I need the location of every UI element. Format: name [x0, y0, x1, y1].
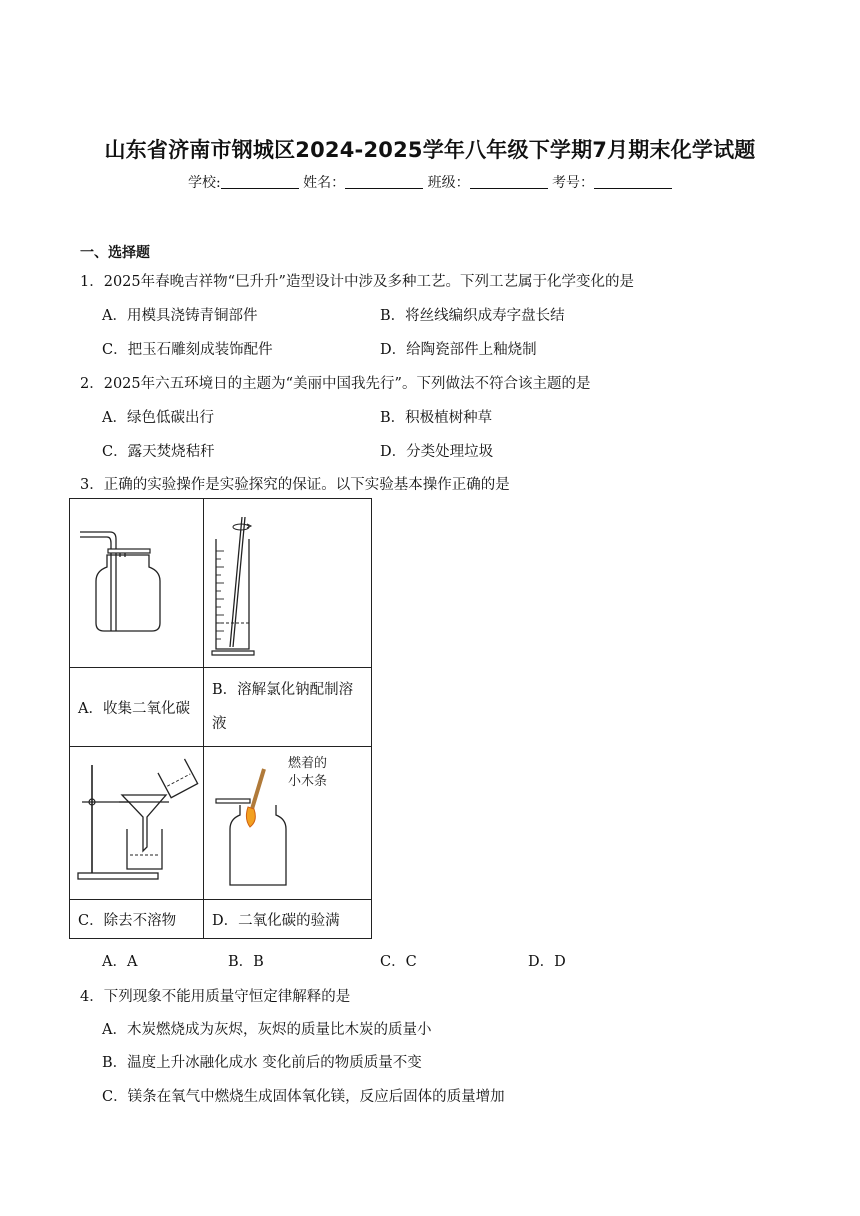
- q1-option-b: B．将丝线编织成寿字盘长结: [380, 308, 565, 324]
- q2-option-a: A．绿色低碳出行: [102, 410, 214, 426]
- experiment-figure-table: [69, 498, 372, 939]
- question-1-stem: 1．2025年春晚吉祥物“巳升升”造型设计中涉及多种工艺。下列工艺属于化学变化的是: [80, 274, 634, 290]
- student-info-line: [0, 172, 860, 192]
- school-blank[interactable]: [221, 174, 299, 189]
- q4-option-c: C．镁条在氧气中燃烧生成固体氧化镁，反应后固体的质量增加: [102, 1089, 505, 1105]
- q2-option-b: B．积极植树种草: [380, 410, 493, 426]
- q2-option-d: D．分类处理垃圾: [380, 444, 494, 460]
- figure-cell-c: [70, 747, 204, 900]
- q3-option-c: C．C: [380, 954, 417, 970]
- q2-option-c: C．露天焚烧秸秆: [102, 444, 215, 460]
- class-blank[interactable]: [470, 174, 548, 189]
- class-label: 班级：: [427, 175, 470, 191]
- filtration-figure: [70, 747, 203, 899]
- q1-option-d: D．给陶瓷部件上釉烧制: [380, 342, 537, 358]
- caption-b-line1: B．溶解氯化钠配制溶: [212, 682, 354, 698]
- figure-d-label-1: 燃着的: [288, 756, 328, 771]
- q3-option-d: D．D: [528, 954, 566, 970]
- q1-option-c: C．把玉石雕刻成装饰配件: [102, 342, 273, 358]
- q1-option-a: A．用模具浇铸青铜部件: [102, 308, 258, 324]
- figure-cell-b: [204, 499, 372, 668]
- question-3-stem: 3．正确的实验操作是实验探究的保证。以下实验基本操作正确的是: [80, 477, 510, 493]
- co2-full-check-figure: [204, 747, 371, 899]
- caption-cell-c: [70, 900, 204, 939]
- caption-b-line2: 液: [212, 716, 227, 732]
- caption-a: A．收集二氧化碳: [78, 700, 190, 717]
- question-2-stem: 2．2025年六五环境日的主题为“美丽中国我先行”。下列做法不符合该主题的是: [80, 376, 591, 392]
- caption-cell-d: [204, 900, 372, 939]
- q3-option-b: B．B: [228, 954, 264, 970]
- question-4-stem: 4．下列现象不能用质量守恒定律解释的是: [80, 989, 351, 1005]
- gas-collecting-bottle-figure: [70, 499, 203, 667]
- page-title: 山东省济南市钢城区2024-2025学年八年级下学期7月期末化学试题: [104, 138, 756, 162]
- caption-d: D．二氧化碳的验满: [212, 912, 340, 929]
- school-label: 学校:: [187, 175, 221, 191]
- measuring-cylinder-figure: [204, 499, 371, 667]
- name-label: 姓名：: [303, 175, 346, 191]
- q4-option-a: A．木炭燃烧成为灰烬，灰烬的质量比木炭的质量小: [102, 1022, 432, 1038]
- figure-d-label-2: 小木条: [288, 774, 328, 789]
- caption-c: C．除去不溶物: [78, 912, 177, 929]
- exam-no-blank[interactable]: [594, 174, 672, 189]
- q4-option-b: B．温度上升冰融化成水 变化前后的物质质量不变: [102, 1055, 422, 1071]
- q3-option-a: A．A: [102, 954, 138, 970]
- caption-cell-a: [70, 668, 204, 747]
- figure-cell-d: [204, 747, 372, 900]
- figure-cell-a: [70, 499, 204, 668]
- section-title: 一、选择题: [80, 245, 150, 261]
- exam-no-label: 考号：: [552, 175, 595, 191]
- name-blank[interactable]: [345, 174, 423, 189]
- caption-cell-b: [204, 668, 372, 747]
